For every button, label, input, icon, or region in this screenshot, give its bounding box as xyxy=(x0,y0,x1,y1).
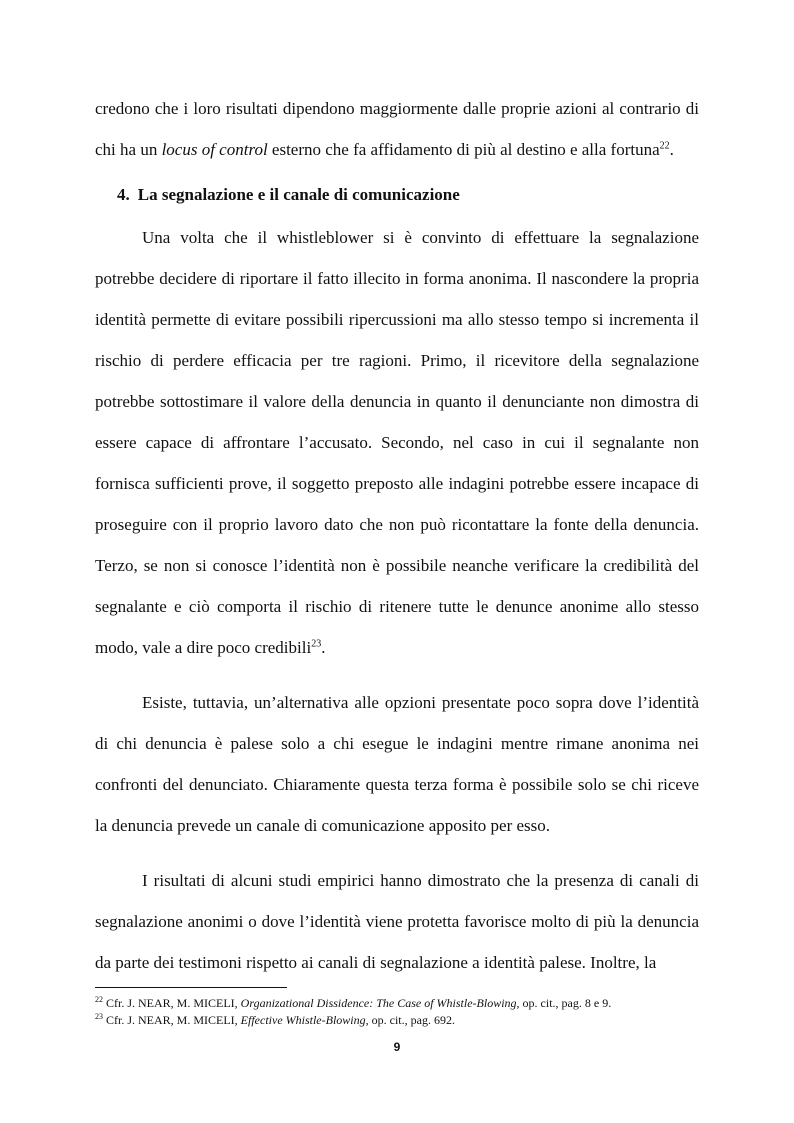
paragraph-empirical xyxy=(95,860,699,983)
footnote-title: Organizational Dissidence: The Case of Whistle-Blowing xyxy=(240,996,517,1010)
section-heading xyxy=(95,174,699,215)
footnote-22 xyxy=(95,995,699,1012)
section-number: 4. xyxy=(117,185,130,204)
paragraph-empirical-text: I risultati di alcuni studi empirici hanno dimostrato che la presenza di canali di segnalazione anonimi o dove l’identità viene protetta favorisce molto di più la denuncia da parte dei testimoni rispetto ai canali di segnalazione a identità palese. Inoltre, la xyxy=(95,871,699,972)
paragraph-alternative-text: Esiste, tuttavia, un’alternativa alle opzioni presentate poco sopra dove l’identità di chi denuncia è palese solo a chi esegue le indagini mentre rimane anonima nei confronti del denunciato. Chiaramente questa terza forma è possibile solo se chi riceve la denuncia prevede un canale di comunicazione apposito per esso. xyxy=(95,693,699,835)
paragraph-anonymity-end: . xyxy=(321,638,326,657)
section-title: La segnalazione e il canale di comunicazione xyxy=(137,185,460,204)
footnote-number: 23 xyxy=(95,1012,103,1021)
footnote-suffix: , op. cit., pag. 8 e 9. xyxy=(516,996,612,1010)
body-text xyxy=(95,88,699,983)
intro-emphasis: locus of control xyxy=(161,140,268,159)
intro-paragraph xyxy=(95,88,699,170)
footnote-ref-22[interactable]: 22 xyxy=(659,140,670,152)
footnote-prefix: Cfr. J. NEAR, M. MICELI, xyxy=(103,1013,241,1027)
page-number: 9 xyxy=(393,1040,401,1054)
paragraph-anonymity xyxy=(95,217,699,668)
intro-text-2: esterno che fa affidamento di più al destino e alla fortuna xyxy=(267,140,660,159)
intro-end: . xyxy=(669,140,674,159)
footnote-ref-23[interactable]: 23 xyxy=(311,638,322,650)
footnote-title: Effective Whistle-Blowing, xyxy=(240,1013,369,1027)
footnote-suffix: op. cit., pag. 692. xyxy=(368,1013,455,1027)
paragraph-anonymity-text: Una volta che il whistleblower si è convinto di effettuare la segnalazione potrebbe decidere di riportare il fatto illecito in forma anonima. Il nascondere la propria identità permette di evitare possibili ripercussioni ma allo stesso tempo si incrementa il rischio di perdere efficacia per tre ragioni. Primo, il ricevitore della segnalazione potrebbe sottostimare il valore della denuncia in quanto il denunciante non dimostra di essere capace di affrontare l’accusato. Secondo, nel caso in cui il segnalante non fornisca sufficienti prove, il soggetto preposto alle indagini potrebbe essere incapace di proseguire con il proprio lavoro dato che non può ricontattare la fonte della denuncia. Terzo, se non si conosce l’identità non è possibile neanche verificare la credibilità del segnalante e ciò comporta il rischio di ritenere tutte le denunce anonime allo stesso modo, vale a dire poco credibili xyxy=(95,228,699,657)
paragraph-alternative xyxy=(95,682,699,846)
footnote-separator xyxy=(95,987,287,988)
footnote-number: 22 xyxy=(95,995,103,1004)
footnotes xyxy=(95,995,699,1029)
footnote-prefix: Cfr. J. NEAR, M. MICELI, xyxy=(103,996,241,1010)
intro-text-1: credono che i loro risultati dipendono maggiormente dalle proprie azioni al contrario di chi ha un xyxy=(95,99,699,159)
footnote-23 xyxy=(95,1012,699,1029)
